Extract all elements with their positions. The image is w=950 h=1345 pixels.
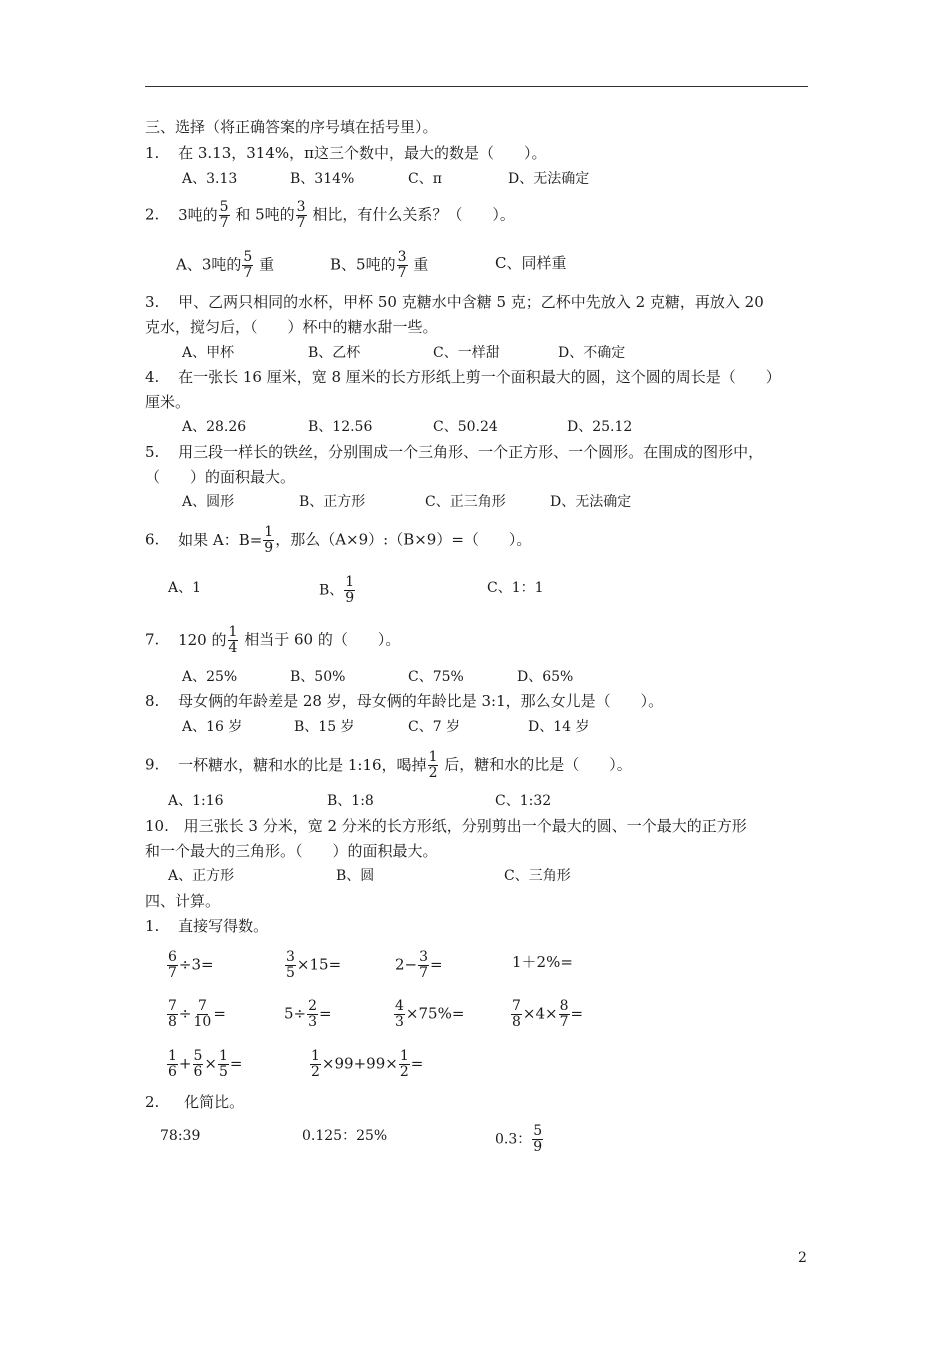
q5-line2: （ ）的面积最大。: [145, 468, 296, 486]
numerator: 1: [219, 1048, 228, 1064]
q5-opt-d: D、无法确定: [550, 494, 632, 510]
fraction: [285, 950, 296, 981]
q2-opt-b: [330, 250, 428, 281]
fraction: [532, 1124, 543, 1155]
q4-opt-d: D、25.12: [567, 419, 633, 435]
numerator: 1: [168, 1048, 177, 1064]
q4-opt-a: A、28.26: [182, 419, 247, 435]
expr-text: ×: [204, 1054, 217, 1073]
numerator: 7: [197, 998, 207, 1014]
denominator: 8: [512, 1014, 521, 1030]
denominator: 7: [397, 265, 407, 281]
numerator: 3: [419, 949, 429, 965]
q6: [145, 525, 531, 556]
calc-e3: [395, 950, 443, 981]
q-text: 后，糖和水的比是（ ）。: [439, 755, 632, 774]
denominator: 8: [168, 1014, 177, 1030]
numerator: 5: [193, 1048, 203, 1064]
q7: [145, 625, 400, 656]
q4-line2: 厘米。: [145, 393, 191, 411]
denominator: 9: [264, 540, 274, 556]
denominator: 2: [311, 1064, 320, 1080]
denominator: 6: [168, 1064, 177, 1080]
q-text: ，那么（A×9）:（B×9）=（ ）。: [275, 530, 532, 549]
part2-heading: [145, 1092, 244, 1112]
q10-opt-b: B、圆: [336, 868, 375, 884]
ratio-2: 0.125：25%: [302, 1128, 388, 1144]
numerator: 8: [559, 998, 569, 1014]
fraction: [559, 999, 570, 1030]
numerator: 1: [428, 749, 438, 765]
expr-text: =: [229, 1054, 243, 1073]
expr-text: ×75%=: [405, 1004, 465, 1023]
fraction: [167, 999, 178, 1030]
part1-title: 直接写得数。: [178, 917, 269, 935]
q-text: 和 5吨的: [230, 205, 295, 224]
numerator: 3: [286, 949, 295, 965]
fraction: [394, 999, 405, 1030]
q-num: 8.: [145, 692, 160, 710]
q8-opt-a: A、16 岁: [182, 719, 243, 735]
numerator: 4: [395, 998, 404, 1014]
q5-opt-b: B、正方形: [299, 494, 366, 510]
q8-opt-c: C、7 岁: [408, 719, 461, 735]
denominator: 7: [243, 265, 253, 281]
q3: [145, 292, 764, 312]
q10-opt-c: C、三角形: [504, 868, 571, 884]
ratio-3: [495, 1124, 544, 1155]
q-text: 母女俩的年龄差是 28 岁，母女俩的年龄比是 3:1，那么女儿是（ ）。: [178, 692, 664, 710]
calc-e5: [166, 999, 226, 1030]
fraction: [344, 575, 355, 606]
calc-e7: [393, 999, 464, 1030]
q7-opt-a: A、25%: [182, 669, 238, 685]
denominator: 10: [193, 1014, 212, 1030]
q10-opt-a: A、正方形: [168, 868, 235, 884]
opt-text: 重: [408, 255, 429, 274]
q-num: 4.: [145, 368, 160, 386]
expr-text: ÷: [178, 1004, 192, 1023]
fraction: [263, 525, 274, 556]
q7-opt-c: C、75%: [408, 669, 464, 685]
calc-e1: [166, 950, 214, 981]
q3-opt-c: C、一样甜: [433, 345, 500, 361]
opt-text: B、: [319, 582, 344, 599]
denominator: 7: [296, 215, 306, 231]
numerator: 1: [311, 1048, 320, 1064]
denominator: 3: [308, 1014, 318, 1030]
fraction: [167, 950, 178, 981]
q9: [145, 750, 632, 781]
q3-opt-d: D、不确定: [558, 345, 626, 361]
q5-opt-a: A、圆形: [182, 494, 235, 510]
opt-text: A、3吨的: [176, 255, 242, 274]
q-text: 相比，有什么关系？（ ）。: [307, 205, 515, 224]
q-text: 如果 A：B=: [178, 530, 263, 549]
numerator: 5: [243, 249, 253, 265]
page-number: 2: [798, 1250, 807, 1266]
numerator: 6: [168, 949, 177, 965]
q-text: 在 3.13，314%，π这三个数中，最大的数是（ ）。: [178, 144, 547, 162]
q-text: 3吨的: [178, 205, 218, 224]
q4-opt-b: B、12.56: [308, 419, 373, 435]
q9-opt-a: A、1:16: [168, 793, 224, 809]
numerator: 1: [399, 1048, 409, 1064]
section3-title: 三、选择（将正确答案的序号填在括号里）。: [145, 118, 438, 136]
q9-opt-b: B、1:8: [327, 793, 374, 809]
fraction: [428, 750, 439, 781]
q6-opt-a: A、1: [168, 580, 202, 596]
q5-opt-c: C、正三角形: [425, 494, 506, 510]
fraction: [167, 1049, 178, 1080]
denominator: 9: [345, 590, 355, 606]
part2-title: 化简比。: [184, 1093, 245, 1111]
expr-text: ×15=: [296, 955, 342, 974]
expr-text: =: [430, 955, 443, 974]
q1-opt-d: D、无法确定: [508, 171, 590, 187]
q-num: 9.: [145, 755, 160, 774]
fraction: [218, 1049, 229, 1080]
numerator: 1: [264, 524, 274, 540]
q-text: 一杯糖水，糖和水的比是 1:16，喝掉: [178, 755, 427, 774]
part1-heading: [145, 916, 268, 936]
fraction: [310, 1049, 321, 1080]
calc-e2: [284, 950, 341, 981]
q4: [145, 367, 781, 387]
fraction: [242, 250, 253, 281]
q-num: 2.: [145, 1093, 160, 1111]
q-text: 相当于 60 的（ ）。: [239, 630, 401, 649]
q3-line2: 克水，搅匀后，（ ）杯中的糖水甜一些。: [145, 318, 438, 336]
q2-opt-a: [176, 250, 274, 281]
q-num: 2.: [145, 205, 160, 224]
q3-opt-a: A、甲杯: [182, 345, 235, 361]
expr-text: 2−: [395, 955, 418, 974]
q6-opt-c: C、1：1: [487, 580, 544, 596]
denominator: 7: [168, 965, 177, 981]
header-rule: [145, 86, 808, 87]
expr-text: ×4×: [522, 1004, 558, 1023]
q-num: 1.: [145, 917, 160, 935]
numerator: 3: [296, 199, 306, 215]
q-num: 1.: [145, 144, 160, 162]
calc-e8: [510, 999, 583, 1030]
denominator: 2: [399, 1064, 409, 1080]
q6-opt-b: [319, 575, 356, 606]
denominator: 6: [193, 1064, 203, 1080]
fraction: [399, 1049, 410, 1080]
q7-opt-d: D、65%: [517, 669, 574, 685]
q2-opt-c: C、同样重: [495, 254, 567, 272]
denominator: 9: [533, 1139, 543, 1155]
q-num: 5.: [145, 443, 160, 461]
opt-text: B、5吨的: [330, 255, 396, 274]
denominator: 7: [419, 965, 429, 981]
numerator: 1: [228, 624, 238, 640]
expr-text: ×99+99×: [321, 1054, 398, 1073]
q8-opt-d: D、14 岁: [528, 719, 590, 735]
numerator: 3: [397, 249, 407, 265]
q-num: 3.: [145, 293, 160, 311]
fraction: [193, 1049, 204, 1080]
fraction: [418, 950, 429, 981]
q-text: 用三段一样长的铁丝，分别围成一个三角形、一个正方形、一个圆形。在围成的图形中，: [178, 443, 764, 461]
q2: [145, 200, 515, 231]
q8: [145, 691, 663, 711]
calc-e4: 1＋2%=: [512, 953, 573, 971]
expr-text: 5÷: [284, 1004, 307, 1023]
fraction: [511, 999, 522, 1030]
q4-opt-c: C、50.24: [433, 419, 498, 435]
q-num: 10.: [145, 817, 169, 835]
q5: [145, 442, 763, 462]
numerator: 7: [168, 998, 177, 1014]
expr-text: =: [570, 1004, 584, 1023]
fraction: [296, 200, 307, 231]
expr-text: =: [319, 1004, 332, 1023]
q-num: 6.: [145, 530, 160, 549]
denominator: 7: [219, 215, 229, 231]
expr-text: ÷3=: [178, 955, 214, 974]
numerator: 1: [345, 574, 355, 590]
calc-e6: [284, 999, 332, 1030]
q-text: 甲、乙两只相同的水杯，甲杯 50 克糖水中含糖 5 克；乙杯中先放入 2 克糖，再放入 20: [178, 293, 764, 311]
q1-opt-b: B、314%: [290, 171, 355, 187]
q-text: 用三张长 3 分米，宽 2 分米的长方形纸，分别剪出一个最大的圆、一个最大的正方形: [183, 817, 747, 835]
q-text: 在一张长 16 厘米，宽 8 厘米的长方形纸上剪一个面积最大的圆，这个圆的周长是（ ）: [178, 368, 781, 386]
q10: [145, 816, 747, 836]
q7-opt-b: B、50%: [290, 669, 346, 685]
expr-text: 0.3：: [495, 1131, 532, 1148]
fraction: [228, 625, 239, 656]
numerator: 2: [308, 998, 318, 1014]
q10-line2: 和一个最大的三角形。（ ）的面积最大。: [145, 842, 438, 860]
fraction: [219, 200, 230, 231]
q1-opt-a: A、3.13: [182, 171, 238, 187]
expr-text: +: [178, 1054, 192, 1073]
q1: [145, 143, 547, 163]
denominator: 4: [228, 640, 238, 656]
denominator: 3: [395, 1014, 404, 1030]
numerator: 5: [533, 1123, 543, 1139]
expr-text: =: [213, 1004, 226, 1023]
calc-e10: [309, 1049, 423, 1080]
opt-text: 重: [254, 255, 275, 274]
denominator: 5: [219, 1064, 228, 1080]
numerator: 5: [219, 199, 229, 215]
q9-opt-c: C、1:32: [495, 793, 552, 809]
fraction: [193, 999, 213, 1030]
fraction: [397, 250, 408, 281]
expr-text: =: [410, 1054, 424, 1073]
q1-opt-c: C、π: [408, 171, 442, 187]
section4-title: 四、计算。: [145, 892, 221, 910]
denominator: 2: [428, 765, 438, 781]
calc-e9: [166, 1049, 243, 1080]
denominator: 7: [559, 1014, 569, 1030]
q-num: 7.: [145, 630, 160, 649]
q-text: 120 的: [178, 630, 227, 649]
ratio-1: 78:39: [160, 1128, 201, 1144]
denominator: 5: [286, 965, 295, 981]
numerator: 7: [512, 998, 521, 1014]
q8-opt-b: B、15 岁: [294, 719, 355, 735]
q3-opt-b: B、乙杯: [308, 345, 361, 361]
fraction: [307, 999, 318, 1030]
